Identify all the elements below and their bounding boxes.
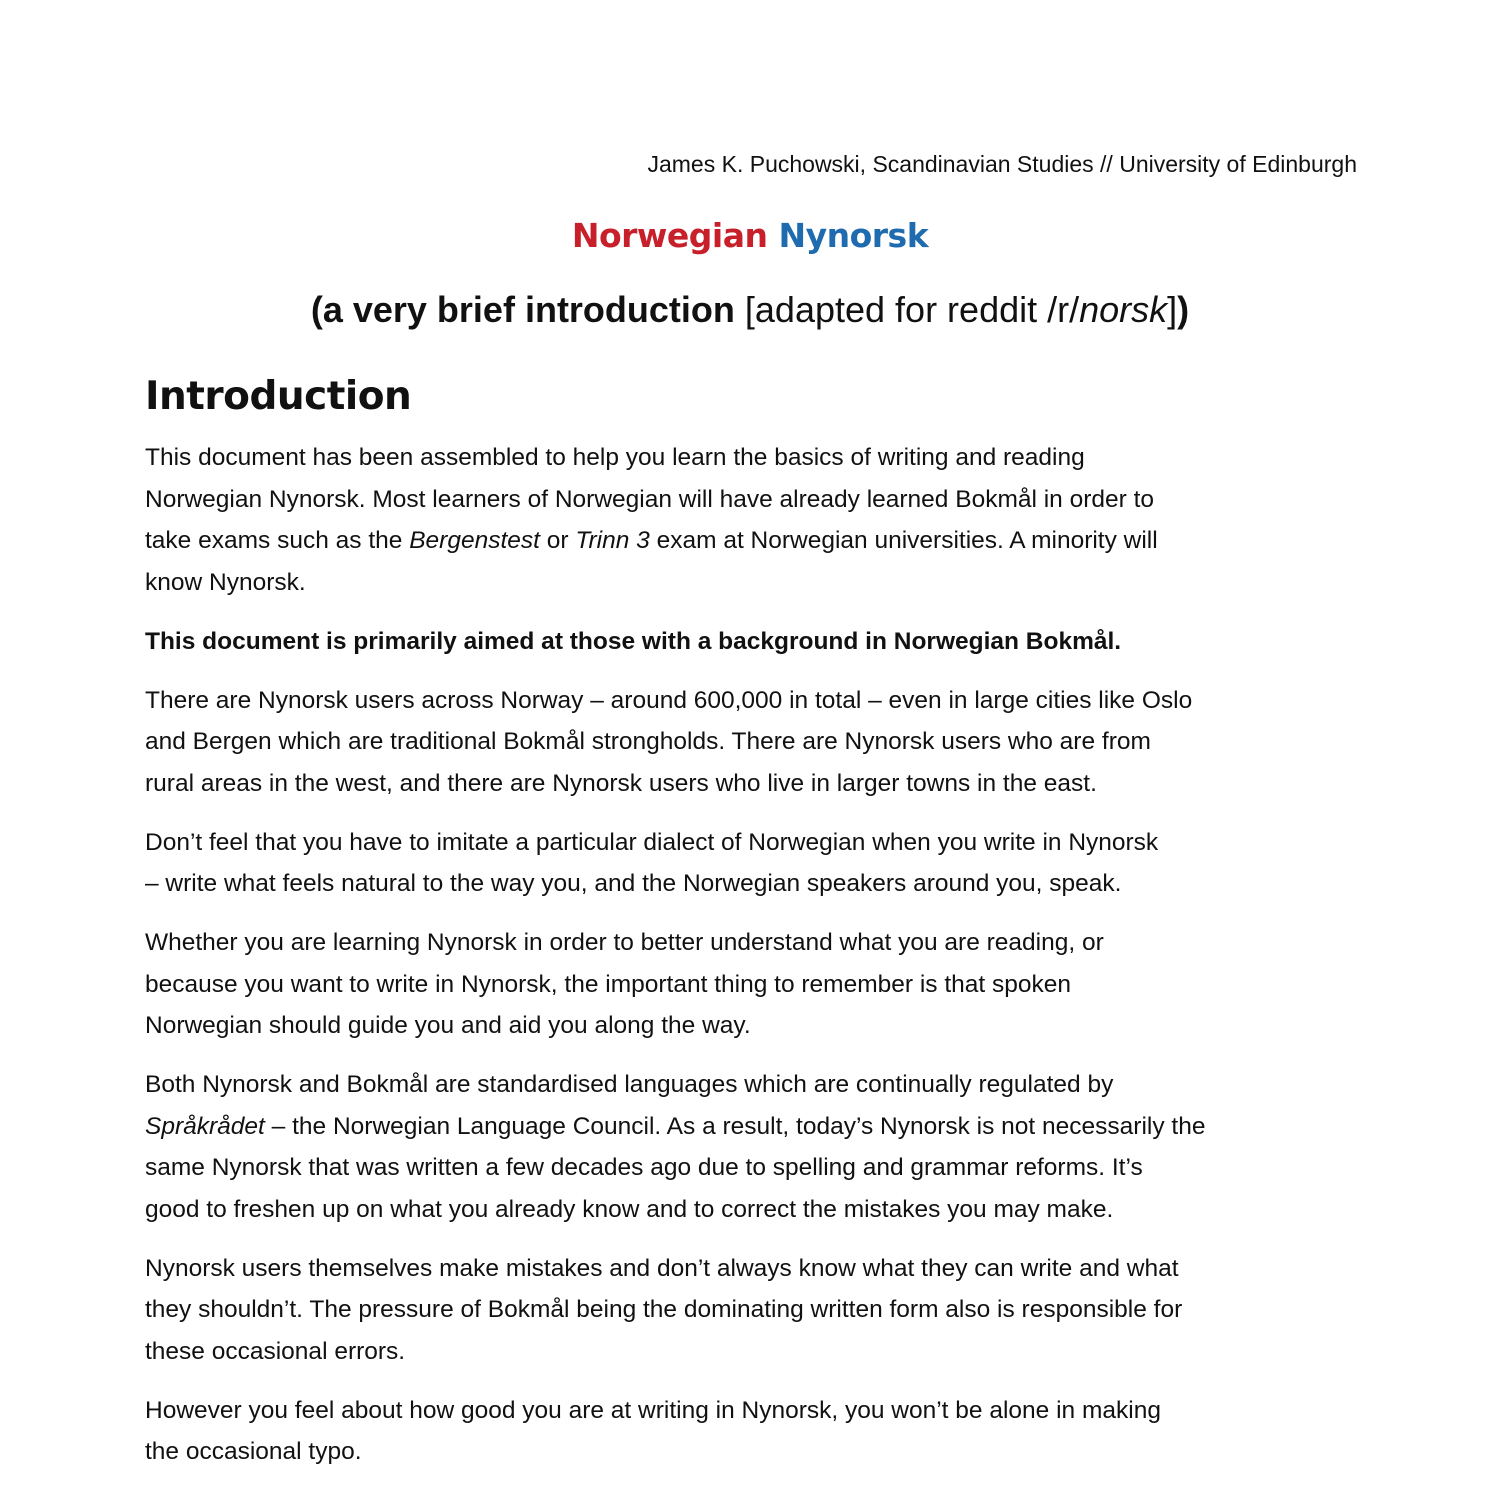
text-line: [145, 1005, 1375, 1047]
italic-text: Språkrådet: [145, 1112, 265, 1140]
text-segment: Both Nynorsk and Bokmål are standardised languages which are continually regulated by: [145, 1071, 1114, 1098]
text-line: [145, 1390, 1375, 1432]
text-segment: Nynorsk users themselves make mistakes and don’t always know what they can write and what: [145, 1254, 1179, 1282]
text-line: [145, 721, 1375, 763]
text-line: [145, 1106, 1375, 1148]
text-line: [145, 1147, 1375, 1189]
text-segment: good to freshen up on what you already know and to correct the mistakes you may make.: [145, 1195, 1114, 1223]
paragraph: [145, 437, 1375, 603]
text-segment: or: [539, 527, 576, 554]
title-part-norwegian: Norwegian: [571, 216, 768, 255]
paragraph: [145, 680, 1375, 805]
text-line: [145, 437, 1375, 479]
text-line: [145, 1289, 1375, 1331]
document-subtitle: [0, 289, 1500, 331]
text-line: [145, 863, 1375, 905]
text-line: [145, 680, 1375, 722]
text-segment: exam at Norwegian universities. A minority will: [649, 527, 1158, 554]
paragraph: [145, 922, 1375, 1047]
text-segment: Don’t feel that you have to imitate a particular dialect of Norwegian when you write in Nynorsk: [145, 828, 1159, 856]
document-body: [145, 437, 1375, 1490]
text-line: [145, 621, 1375, 663]
text-line: [145, 1189, 1375, 1231]
text-segment: and Bergen which are traditional Bokmål strongholds. There are Nynorsk users who are from: [145, 728, 1151, 755]
paragraph: [145, 1064, 1375, 1230]
text-segment: Whether you are learning Nynorsk in order to better understand what you are reading, or: [145, 929, 1104, 956]
section-heading: Introduction: [145, 374, 412, 419]
text-line: [145, 1248, 1375, 1290]
text-segment: because you want to write in Nynorsk, the important thing to remember is that spoken: [145, 970, 1072, 998]
text-segment: – the Norwegian Language Council. As a result, today’s Nynorsk is not necessarily the: [264, 1112, 1206, 1140]
text-line: [145, 520, 1375, 562]
title-part-nynorsk: Nynorsk: [778, 216, 929, 255]
subtitle-italic: norsk: [1079, 289, 1168, 330]
text-line: [145, 922, 1375, 964]
text-segment: same Nynorsk that was written a few decades ago due to spelling and grammar reforms. It’s: [145, 1154, 1143, 1181]
paragraph: [145, 621, 1375, 663]
text-segment: – write what feels natural to the way you, and the Norwegian speakers around you, speak.: [145, 870, 1122, 897]
italic-text: Bergenstest: [409, 527, 540, 554]
subtitle-close: ): [1177, 289, 1190, 330]
text-segment: the occasional typo.: [145, 1438, 362, 1465]
paragraph: [145, 1248, 1375, 1373]
text-segment: This document is primarily aimed at those with a background in Norwegian Bokmål.: [145, 627, 1122, 655]
text-line: [145, 964, 1375, 1006]
text-segment: There are Nynorsk users across Norway – around 600,000 in total – even in large cities like Oslo: [145, 686, 1193, 714]
text-line: [145, 1064, 1375, 1106]
text-line: [145, 562, 1375, 604]
text-line: [145, 479, 1375, 521]
subtitle-plain: [adapted for reddit /r/: [734, 289, 1080, 330]
text-line: [145, 1331, 1375, 1373]
text-segment: However you feel about how good you are at writing in Nynorsk, you won’t be alone in making: [145, 1396, 1161, 1424]
text-segment: know Nynorsk.: [145, 568, 306, 596]
subtitle-bold: (a very brief introduction: [310, 289, 735, 330]
text-segment: they shouldn’t. The pressure of Bokmål being the dominating written form also is responsible for: [145, 1296, 1183, 1323]
paragraph: [145, 822, 1375, 905]
document-title: [0, 216, 1500, 255]
text-segment: these occasional errors.: [145, 1337, 406, 1365]
italic-text: Trinn 3: [575, 527, 650, 554]
paragraph: [145, 1390, 1375, 1473]
text-segment: rural areas in the west, and there are Nynorsk users who live in larger towns in the east.: [145, 769, 1097, 797]
subtitle-end: ]: [1167, 289, 1178, 330]
author-line: James K. Puchowski, Scandinavian Studies // University of Edinburgh: [647, 151, 1357, 177]
text-segment: This document has been assembled to help you learn the basics of writing and reading: [145, 444, 1085, 471]
text-line: [145, 822, 1375, 864]
text-segment: Norwegian Nynorsk. Most learners of Norwegian will have already learned Bokmål in order to: [145, 485, 1155, 513]
text-segment: Norwegian should guide you and aid you along the way.: [145, 1012, 751, 1039]
text-line: [145, 1431, 1375, 1473]
text-line: [145, 763, 1375, 805]
text-segment: take exams such as the: [145, 527, 410, 554]
